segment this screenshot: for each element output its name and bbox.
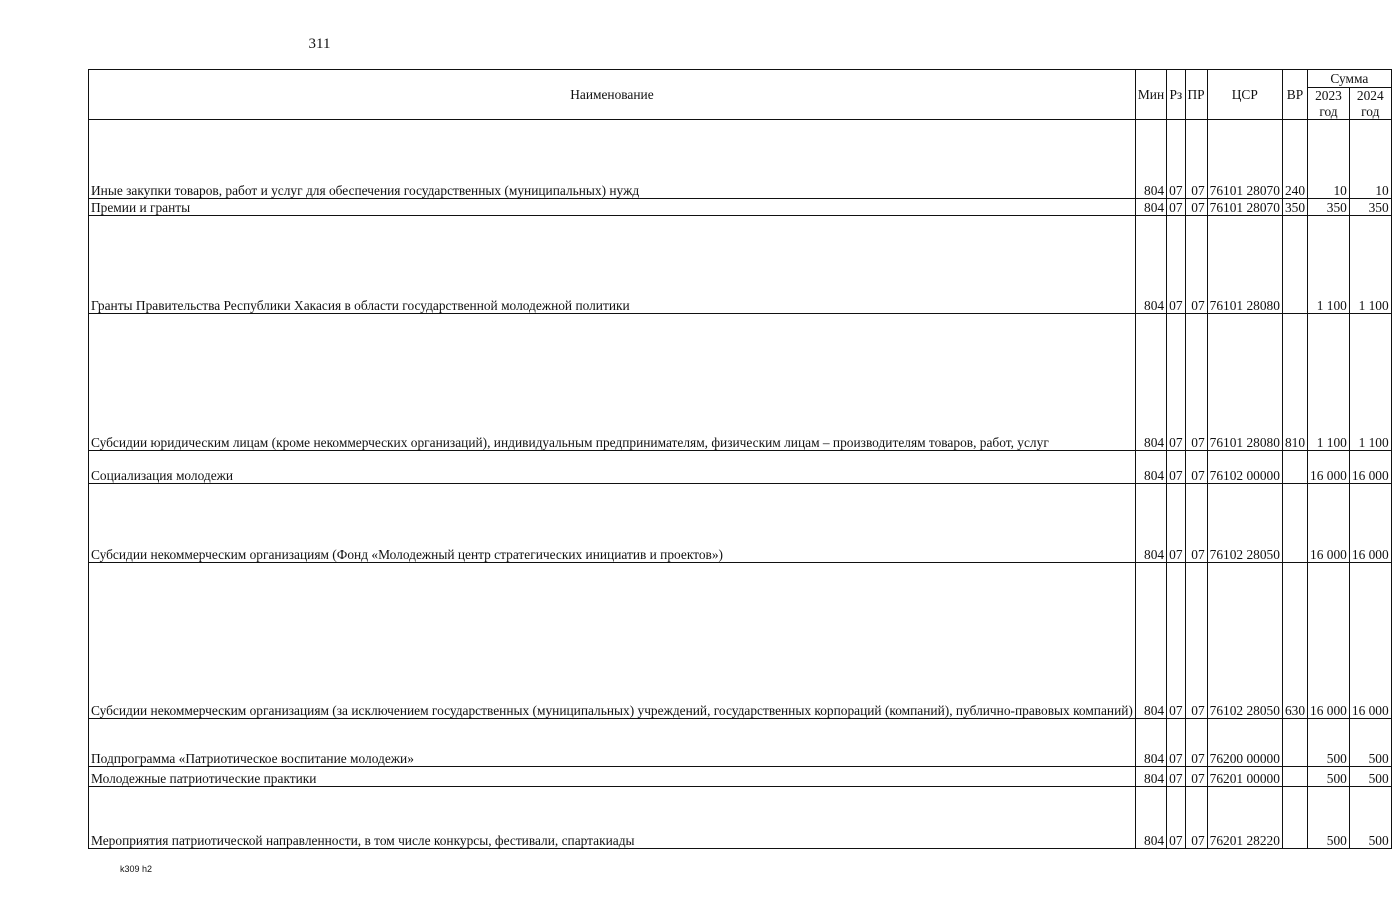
table-row xyxy=(89,787,1392,849)
cell-vr xyxy=(1282,719,1307,767)
header-summa: Сумма xyxy=(1308,70,1392,88)
cell-vr: 630 xyxy=(1282,563,1307,719)
table-header xyxy=(89,70,1392,120)
cell-y2024: 1 100 xyxy=(1349,314,1391,451)
cell-csr: 76101 28080 xyxy=(1207,314,1282,451)
table-row xyxy=(89,484,1392,563)
cell-y2024: 10 xyxy=(1349,120,1391,199)
cell-y2024: 350 xyxy=(1349,199,1391,216)
cell-csr: 76101 28070 xyxy=(1207,199,1282,216)
table-row xyxy=(89,314,1392,451)
cell-name: Молодежные патриотические практики xyxy=(89,767,1136,787)
cell-rz: 07 xyxy=(1167,767,1185,787)
cell-pr: 07 xyxy=(1185,120,1207,199)
cell-min: 804 xyxy=(1135,563,1166,719)
table-row xyxy=(89,563,1392,719)
cell-y2024: 16 000 xyxy=(1349,563,1391,719)
cell-y2024: 500 xyxy=(1349,767,1391,787)
table-row xyxy=(89,451,1392,484)
cell-min: 804 xyxy=(1135,314,1166,451)
cell-pr: 07 xyxy=(1185,451,1207,484)
cell-y2023: 500 xyxy=(1308,719,1350,767)
cell-name: Социализация молодежи xyxy=(89,451,1136,484)
cell-y2023: 10 xyxy=(1308,120,1350,199)
cell-vr: 350 xyxy=(1282,199,1307,216)
cell-csr: 76102 28050 xyxy=(1207,484,1282,563)
cell-rz: 07 xyxy=(1167,451,1185,484)
cell-rz: 07 xyxy=(1167,484,1185,563)
cell-csr: 76102 28050 xyxy=(1207,563,1282,719)
table-row xyxy=(89,199,1392,216)
cell-y2024: 500 xyxy=(1349,719,1391,767)
cell-y2024: 16 000 xyxy=(1349,451,1391,484)
header-min: Мин xyxy=(1135,70,1166,120)
cell-pr: 07 xyxy=(1185,719,1207,767)
cell-y2024: 500 xyxy=(1349,787,1391,849)
cell-vr xyxy=(1282,216,1307,314)
cell-vr xyxy=(1282,767,1307,787)
cell-vr xyxy=(1282,787,1307,849)
cell-pr: 07 xyxy=(1185,484,1207,563)
cell-name: Премии и гранты xyxy=(89,199,1136,216)
cell-csr: 76101 28080 xyxy=(1207,216,1282,314)
cell-pr: 07 xyxy=(1185,216,1207,314)
header-vr: ВР xyxy=(1282,70,1307,120)
cell-rz: 07 xyxy=(1167,563,1185,719)
cell-y2023: 16 000 xyxy=(1308,451,1350,484)
table-row xyxy=(89,120,1392,199)
cell-rz: 07 xyxy=(1167,314,1185,451)
cell-min: 804 xyxy=(1135,120,1166,199)
budget-table xyxy=(88,69,1392,849)
cell-y2023: 1 100 xyxy=(1308,314,1350,451)
cell-y2023: 350 xyxy=(1308,199,1350,216)
table-row xyxy=(89,719,1392,767)
cell-name: Иные закупки товаров, работ и услуг для обеспечения государственных (муниципальных) нужд xyxy=(89,120,1136,199)
cell-csr: 76201 00000 xyxy=(1207,767,1282,787)
cell-pr: 07 xyxy=(1185,787,1207,849)
header-name: Наименование xyxy=(89,70,1136,120)
cell-rz: 07 xyxy=(1167,120,1185,199)
cell-vr xyxy=(1282,451,1307,484)
cell-pr: 07 xyxy=(1185,199,1207,216)
cell-name: Субсидии юридическим лицам (кроме некоммерческих организаций), индивидуальным предпринимателям, физическим лицам – производителям товаров, работ, услуг xyxy=(89,314,1136,451)
cell-rz: 07 xyxy=(1167,719,1185,767)
cell-min: 804 xyxy=(1135,767,1166,787)
cell-pr: 07 xyxy=(1185,314,1207,451)
cell-pr: 07 xyxy=(1185,563,1207,719)
cell-rz: 07 xyxy=(1167,199,1185,216)
cell-name: Гранты Правительства Республики Хакасия в области государственной молодежной политики xyxy=(89,216,1136,314)
cell-y2024: 16 000 xyxy=(1349,484,1391,563)
cell-rz: 07 xyxy=(1167,216,1185,314)
table-body xyxy=(89,120,1392,849)
cell-vr: 810 xyxy=(1282,314,1307,451)
cell-y2023: 500 xyxy=(1308,787,1350,849)
header-2024: 2024 год xyxy=(1349,88,1391,120)
table-row xyxy=(89,216,1392,314)
footer-code: k309 h2 xyxy=(120,864,153,874)
cell-y2023: 16 000 xyxy=(1308,484,1350,563)
cell-min: 804 xyxy=(1135,484,1166,563)
cell-name: Подпрограмма «Патриотическое воспитание молодежи» xyxy=(89,719,1136,767)
cell-vr: 240 xyxy=(1282,120,1307,199)
cell-csr: 76101 28070 xyxy=(1207,120,1282,199)
cell-y2023: 16 000 xyxy=(1308,563,1350,719)
cell-rz: 07 xyxy=(1167,787,1185,849)
cell-name: Мероприятия патриотической направленности, в том числе конкурсы, фестивали, спартакиады xyxy=(89,787,1136,849)
header-csr: ЦСР xyxy=(1207,70,1282,120)
header-pr: ПР xyxy=(1185,70,1207,120)
cell-min: 804 xyxy=(1135,719,1166,767)
cell-min: 804 xyxy=(1135,199,1166,216)
cell-min: 804 xyxy=(1135,787,1166,849)
cell-y2023: 1 100 xyxy=(1308,216,1350,314)
cell-name: Субсидии некоммерческим организациям (за исключением государственных (муниципальных) учреждений, государственных корпораций (компаний), публично-правовых компаний) xyxy=(89,563,1136,719)
cell-y2024: 1 100 xyxy=(1349,216,1391,314)
cell-name: Субсидии некоммерческим организациям (Фонд «Молодежный центр стратегических инициатив и проектов») xyxy=(89,484,1136,563)
cell-y2023: 500 xyxy=(1308,767,1350,787)
table-row xyxy=(89,767,1392,787)
header-rz: Рз xyxy=(1167,70,1185,120)
page-number: 311 xyxy=(308,36,331,52)
cell-csr: 76200 00000 xyxy=(1207,719,1282,767)
cell-min: 804 xyxy=(1135,451,1166,484)
cell-csr: 76201 28220 xyxy=(1207,787,1282,849)
cell-csr: 76102 00000 xyxy=(1207,451,1282,484)
cell-min: 804 xyxy=(1135,216,1166,314)
header-2023: 2023 год xyxy=(1308,88,1350,120)
cell-pr: 07 xyxy=(1185,767,1207,787)
cell-vr xyxy=(1282,484,1307,563)
